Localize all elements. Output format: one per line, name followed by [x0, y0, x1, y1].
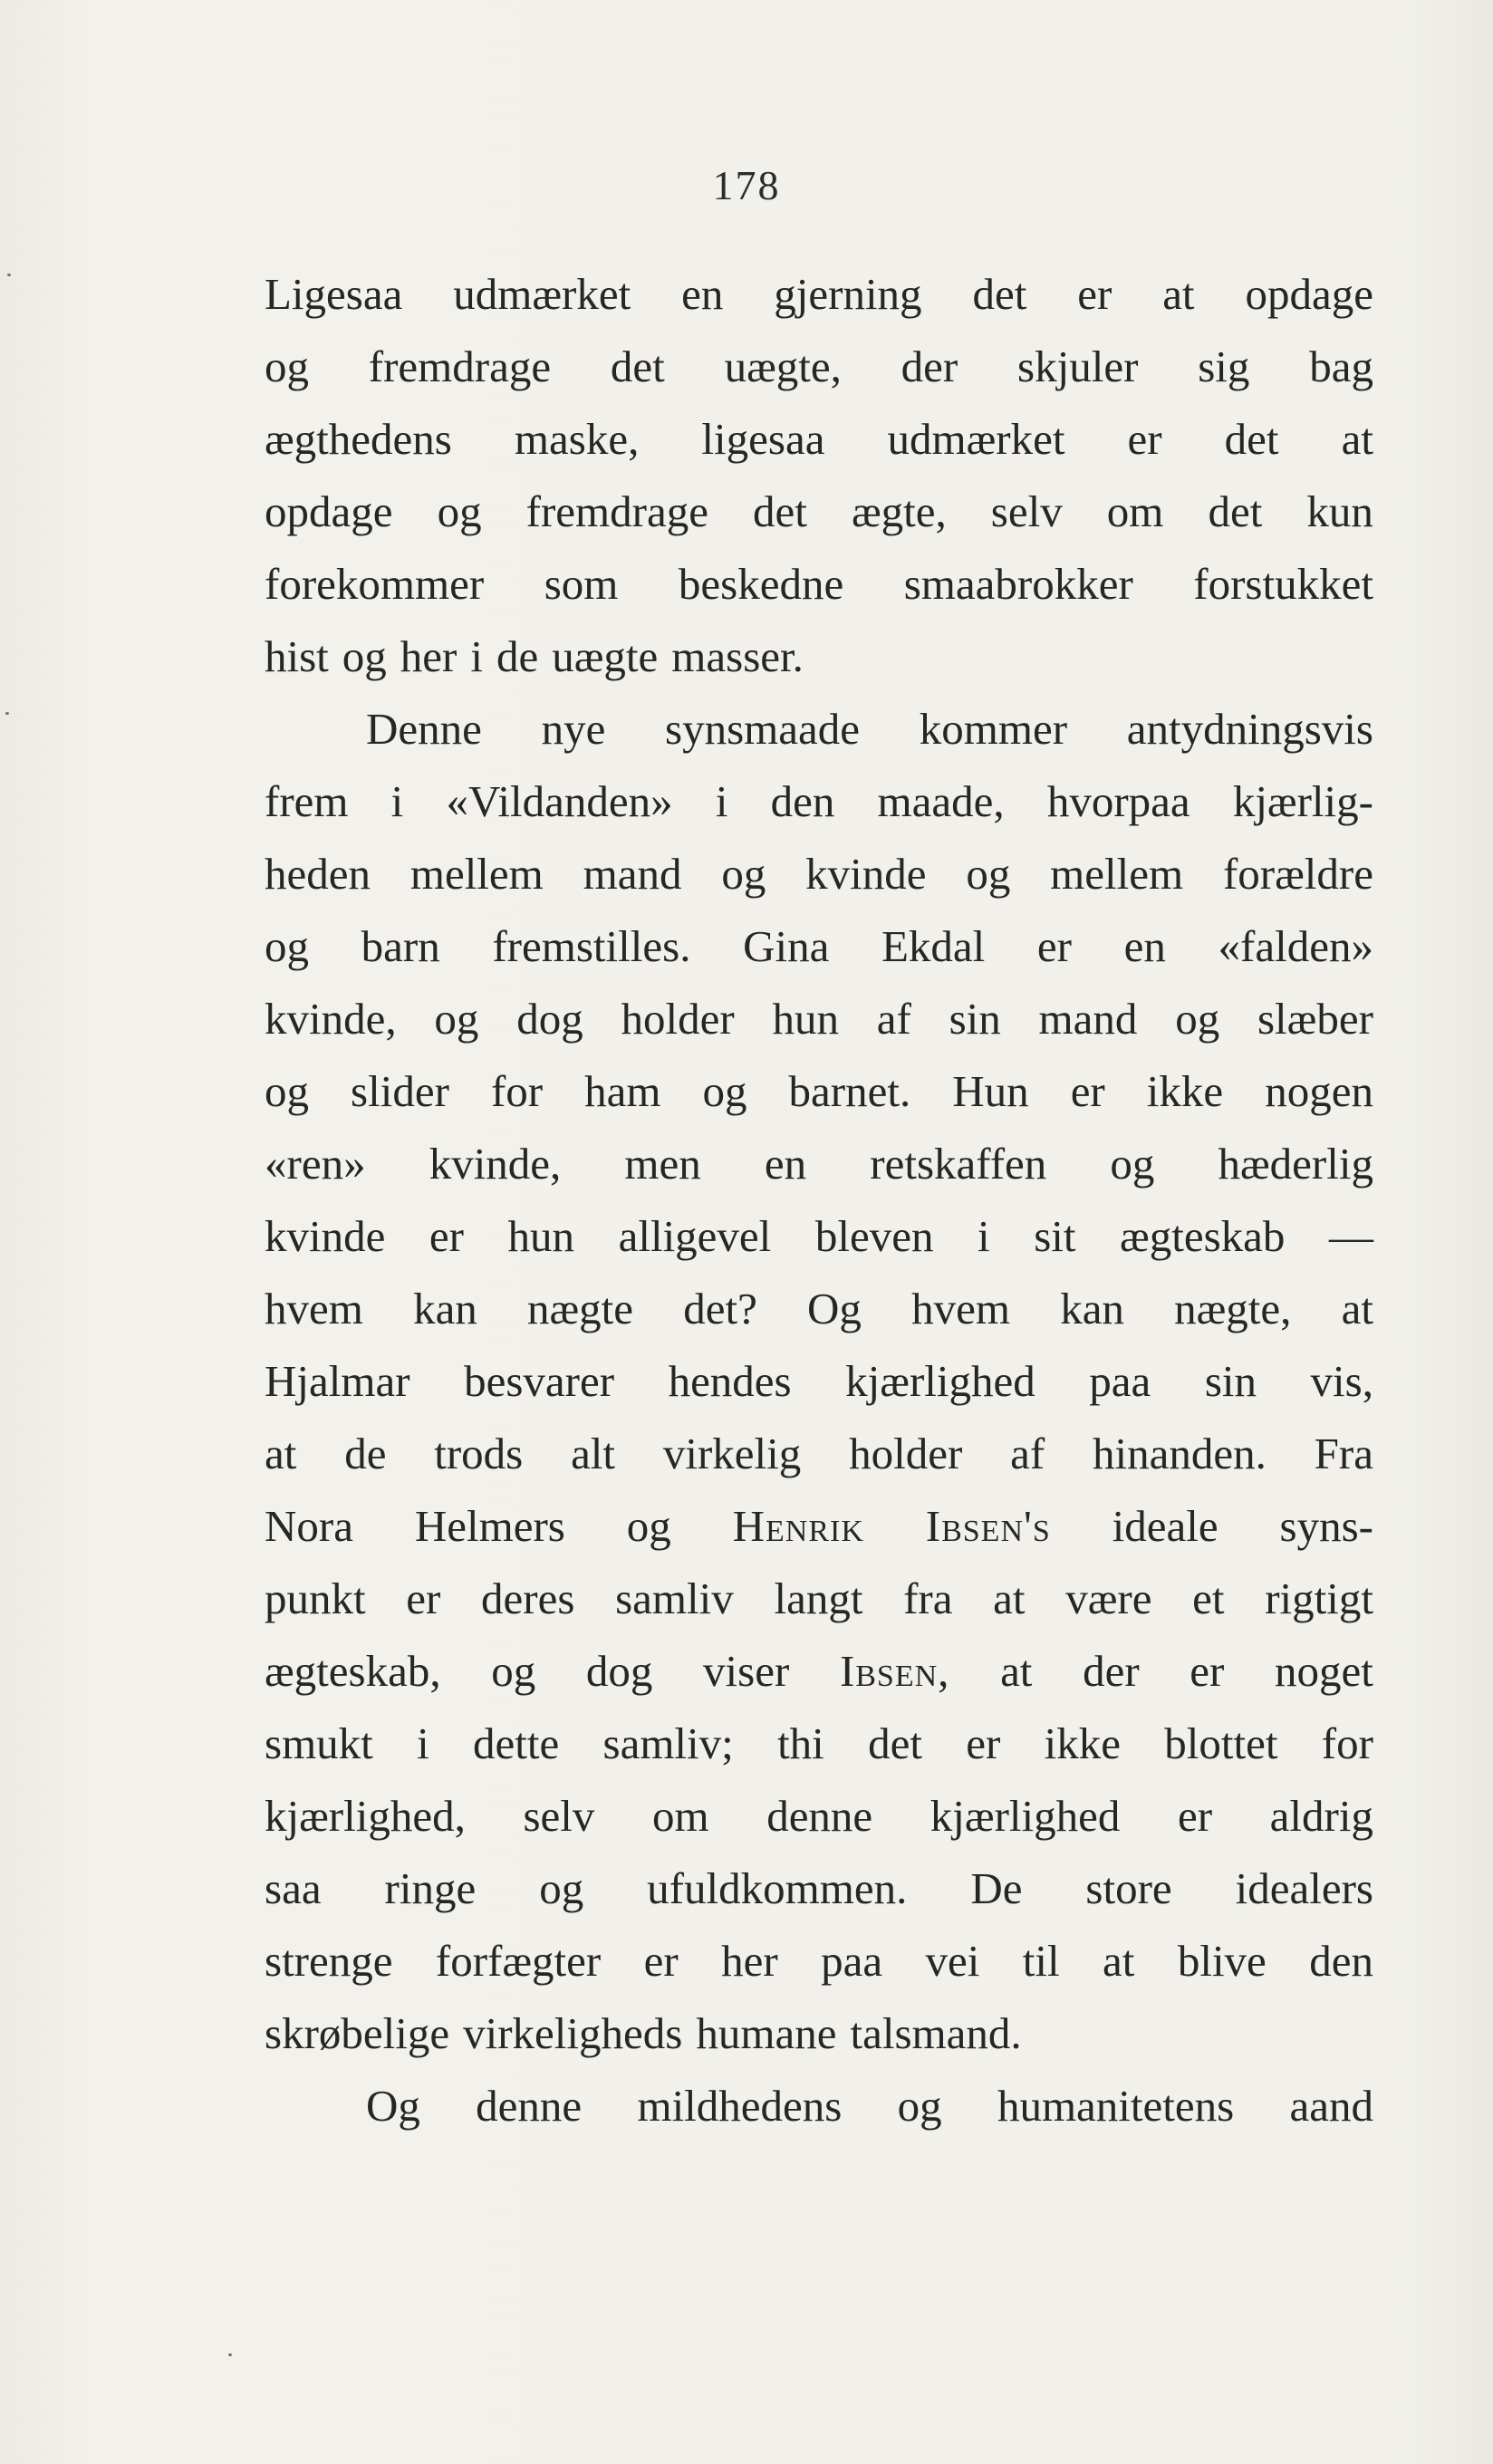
word: viser [703, 1646, 790, 1696]
word: ideale [1112, 1501, 1218, 1551]
word: antydningsvis [1126, 704, 1373, 754]
word: og [539, 1863, 584, 1913]
word: her [721, 1936, 778, 1986]
word: men [624, 1139, 701, 1189]
paper-speck [5, 712, 9, 715]
text-line [265, 403, 1373, 476]
word: humane [696, 2008, 837, 2058]
word: langt [774, 1574, 863, 1623]
word: er [406, 1574, 441, 1623]
word: sin [1204, 1356, 1257, 1406]
word: punkt [265, 1574, 366, 1623]
word: kommer [919, 704, 1068, 754]
word: det [868, 1718, 922, 1768]
word: opdage [265, 486, 393, 536]
word: smaabrokker [903, 559, 1133, 609]
word: at [1103, 1936, 1135, 1986]
word: ægte, [851, 486, 947, 536]
word: dog [585, 1646, 653, 1696]
word: fremdrage [525, 486, 708, 536]
word: trods [434, 1429, 524, 1478]
word: — [1328, 1211, 1373, 1261]
word: kjærlig- [1232, 776, 1373, 826]
word: denne [476, 2081, 583, 2131]
word: smukt [265, 1718, 373, 1768]
word: virkeligheds [463, 2008, 683, 2058]
word: kan [413, 1284, 477, 1333]
word: ægteskab [1120, 1211, 1286, 1261]
word: Henrik [732, 1501, 864, 1551]
text-line [265, 1635, 1373, 1708]
word: det [1208, 486, 1263, 536]
paper-speck [228, 2353, 232, 2356]
word: fra [903, 1574, 953, 1623]
word: mellem [409, 849, 544, 899]
word: masser. [671, 631, 804, 681]
word: til [1022, 1936, 1060, 1986]
word: for [1321, 1718, 1373, 1768]
word: og [1110, 1139, 1155, 1189]
word: slider [351, 1066, 449, 1116]
text-line [265, 1345, 1373, 1418]
word: holder [621, 994, 735, 1044]
text-line [265, 621, 1373, 693]
word: humanitetens [997, 2081, 1235, 2131]
word: at [1162, 269, 1195, 319]
word: som [544, 559, 619, 609]
word: her [400, 631, 458, 681]
word: alligevel [618, 1211, 772, 1261]
word: gjerning [774, 269, 922, 319]
word: aldrig [1269, 1791, 1373, 1841]
word: sig [1198, 342, 1250, 391]
word: og [342, 631, 387, 681]
word: ikke [1146, 1066, 1224, 1116]
word: frem [265, 776, 349, 826]
word: hun [772, 994, 839, 1044]
word: vis, [1310, 1356, 1373, 1406]
word: de [344, 1429, 387, 1478]
word: hvem [265, 1284, 363, 1333]
word: i [470, 631, 483, 681]
word: er [1127, 414, 1162, 464]
word: ufuldkommen. [647, 1863, 908, 1913]
word: nægte, [1174, 1284, 1292, 1333]
word: og [437, 486, 482, 536]
word: rigtigt [1265, 1574, 1373, 1623]
word: den [1309, 1936, 1373, 1986]
word: mellem [1050, 849, 1184, 899]
word: være [1065, 1574, 1152, 1623]
word: Gina [743, 921, 830, 971]
word: De [970, 1863, 1023, 1913]
word: er [643, 1936, 679, 1986]
word: mand [583, 849, 682, 899]
word: hendes [668, 1356, 792, 1406]
word: og [897, 2081, 942, 2131]
word: samliv; [602, 1718, 734, 1768]
word: store [1085, 1863, 1172, 1913]
word: af [1010, 1429, 1045, 1478]
word: blive [1177, 1936, 1267, 1986]
text-line [265, 983, 1373, 1055]
word: kjærlighed [930, 1791, 1121, 1841]
word: hvem [911, 1284, 1010, 1333]
word: og [702, 1066, 747, 1116]
word: af [876, 994, 911, 1044]
body-text [265, 258, 1373, 2142]
word: og [265, 342, 309, 391]
text-line [265, 765, 1373, 838]
word: der [1083, 1646, 1140, 1696]
word: kvinde, [429, 1139, 562, 1189]
text-line [265, 258, 1373, 331]
word: forstukket [1193, 559, 1373, 609]
page-number: 178 [712, 162, 781, 208]
text-line [265, 693, 1373, 765]
word: Denne [366, 704, 482, 754]
word: det [753, 486, 807, 536]
word: blottet [1164, 1718, 1278, 1768]
word: en [681, 269, 724, 319]
word: slæber [1257, 994, 1373, 1044]
word: at [993, 1574, 1026, 1623]
word: hvorpaa [1046, 776, 1190, 826]
word: dette [472, 1718, 560, 1768]
word: og [1175, 994, 1220, 1044]
word: deres [481, 1574, 575, 1623]
text-line [265, 910, 1373, 983]
word: det [972, 269, 1027, 319]
text-line [265, 1563, 1373, 1635]
word: sit [1034, 1211, 1076, 1261]
word: et [1192, 1574, 1225, 1623]
text-line [265, 1128, 1373, 1200]
word: det? [683, 1284, 757, 1333]
text-line [265, 1055, 1373, 1128]
word: den [770, 776, 835, 826]
text-line [265, 1853, 1373, 1925]
word: mand [1038, 994, 1138, 1044]
word: mildhedens [637, 2081, 843, 2131]
text-line [265, 476, 1373, 548]
text-line [265, 331, 1373, 403]
text-line [265, 2070, 1373, 2142]
word: ægthedens [265, 414, 452, 464]
word: og [491, 1646, 536, 1696]
text-line [265, 548, 1373, 621]
word: fremstilles. [492, 921, 691, 971]
word: barn [361, 921, 440, 971]
word: for [490, 1066, 544, 1116]
word: talsmand. [850, 2008, 1022, 2058]
word: er [1036, 921, 1072, 971]
word: de [496, 631, 539, 681]
word: en [1123, 921, 1166, 971]
word: og [434, 994, 479, 1044]
word: denne [766, 1791, 873, 1841]
word: hinanden. [1092, 1429, 1267, 1478]
word: besvarer [464, 1356, 615, 1406]
word: Hun [952, 1066, 1029, 1116]
word: noget [1275, 1646, 1373, 1696]
word: barnet. [788, 1066, 911, 1116]
word: om [1106, 486, 1164, 536]
word: kvinde [805, 849, 927, 899]
word: ringe [384, 1863, 477, 1913]
word: Hjalmar [265, 1356, 410, 1406]
word: Ekdal [881, 921, 986, 971]
word: og [721, 849, 766, 899]
word: idealers [1235, 1863, 1373, 1913]
word: ligesaa [701, 414, 825, 464]
word: kan [1060, 1284, 1124, 1333]
text-line [265, 1418, 1373, 1490]
word: nægte [527, 1284, 634, 1333]
word: Og [807, 1284, 862, 1333]
word: sin [949, 994, 1001, 1044]
word: er [1077, 269, 1113, 319]
word: nye [541, 704, 606, 754]
word: hun [507, 1211, 575, 1261]
word: Ibsen's [925, 1501, 1051, 1551]
word: i [417, 1718, 429, 1768]
word: heden [265, 849, 371, 899]
word: Fra [1314, 1429, 1373, 1478]
text-line [265, 1780, 1373, 1853]
word: kvinde, [265, 994, 397, 1044]
word: maade, [877, 776, 1005, 826]
word: at [1341, 1284, 1373, 1333]
word: og [966, 849, 1011, 899]
text-line [265, 838, 1373, 910]
word: alt [571, 1429, 616, 1478]
word: der [901, 342, 958, 391]
text-line [265, 1200, 1373, 1273]
word: er [1070, 1066, 1105, 1116]
word: skjuler [1017, 342, 1139, 391]
word: det [1224, 414, 1279, 464]
word: forfægter [435, 1936, 602, 1986]
word: samliv [615, 1574, 734, 1623]
word: Ligesaa [265, 269, 403, 319]
word: at [1341, 414, 1373, 464]
word: i [390, 776, 404, 826]
word: i [978, 1211, 990, 1261]
word: det [610, 342, 665, 391]
word: nogen [1265, 1066, 1373, 1116]
word: aand [1289, 2081, 1373, 2131]
word: paa [821, 1936, 883, 1986]
word: kjærlighed, [265, 1791, 466, 1841]
word: er [429, 1211, 464, 1261]
word: at [265, 1429, 297, 1478]
word: opdage [1245, 269, 1373, 319]
word: ægteskab, [265, 1646, 441, 1696]
word: virkelig [662, 1429, 802, 1478]
word: er [1190, 1646, 1225, 1696]
word: og [265, 1066, 309, 1116]
word: «Vildanden» [446, 776, 673, 826]
word: skrøbelige [265, 2008, 450, 2058]
word: en [764, 1139, 807, 1189]
word: retskaffen [870, 1139, 1047, 1189]
word: om [651, 1791, 709, 1841]
word: maske, [514, 414, 640, 464]
text-line [265, 1273, 1373, 1345]
word: selv [523, 1791, 595, 1841]
word: bag [1309, 342, 1373, 391]
word: Helmers [414, 1501, 565, 1551]
word: kvinde [265, 1211, 386, 1261]
word: paa [1089, 1356, 1151, 1406]
word: forekommer [265, 559, 485, 609]
word: udmærket [453, 269, 631, 319]
word: forældre [1222, 849, 1373, 899]
word: saa [265, 1863, 322, 1913]
word: er [1177, 1791, 1213, 1841]
word: kun [1306, 486, 1373, 536]
word: og [626, 1501, 671, 1551]
text-line [265, 1997, 1373, 2070]
word: «falden» [1218, 921, 1373, 971]
word: vei [925, 1936, 980, 1986]
word: kjærlighed [845, 1356, 1035, 1406]
paper-speck [7, 274, 11, 276]
word: er [966, 1718, 1001, 1768]
word: Og [366, 2081, 420, 2131]
word: udmærket [887, 414, 1065, 464]
word: at [1000, 1646, 1033, 1696]
word: uægte [552, 631, 659, 681]
word: selv [990, 486, 1063, 536]
text-line [265, 1708, 1373, 1780]
word: thi [777, 1718, 824, 1768]
word: synsmaade [665, 704, 861, 754]
word: hæderlig [1218, 1139, 1373, 1189]
word: dog [516, 994, 583, 1044]
text-line [265, 1490, 1373, 1563]
word: uægte, [724, 342, 842, 391]
word: i [715, 776, 728, 826]
word: fremdrage [368, 342, 552, 391]
word: «ren» [265, 1139, 366, 1189]
word: ikke [1044, 1718, 1121, 1768]
word: syns- [1279, 1501, 1373, 1551]
word: hist [265, 631, 329, 681]
word: holder [849, 1429, 963, 1478]
word: Nora [265, 1501, 353, 1551]
word: og [265, 921, 309, 971]
text-line [265, 1925, 1373, 1997]
word: bleven [814, 1211, 934, 1261]
word: Ibsen, [839, 1646, 950, 1696]
word: beskedne [678, 559, 844, 609]
word: strenge [265, 1936, 393, 1986]
word: ham [584, 1066, 661, 1116]
